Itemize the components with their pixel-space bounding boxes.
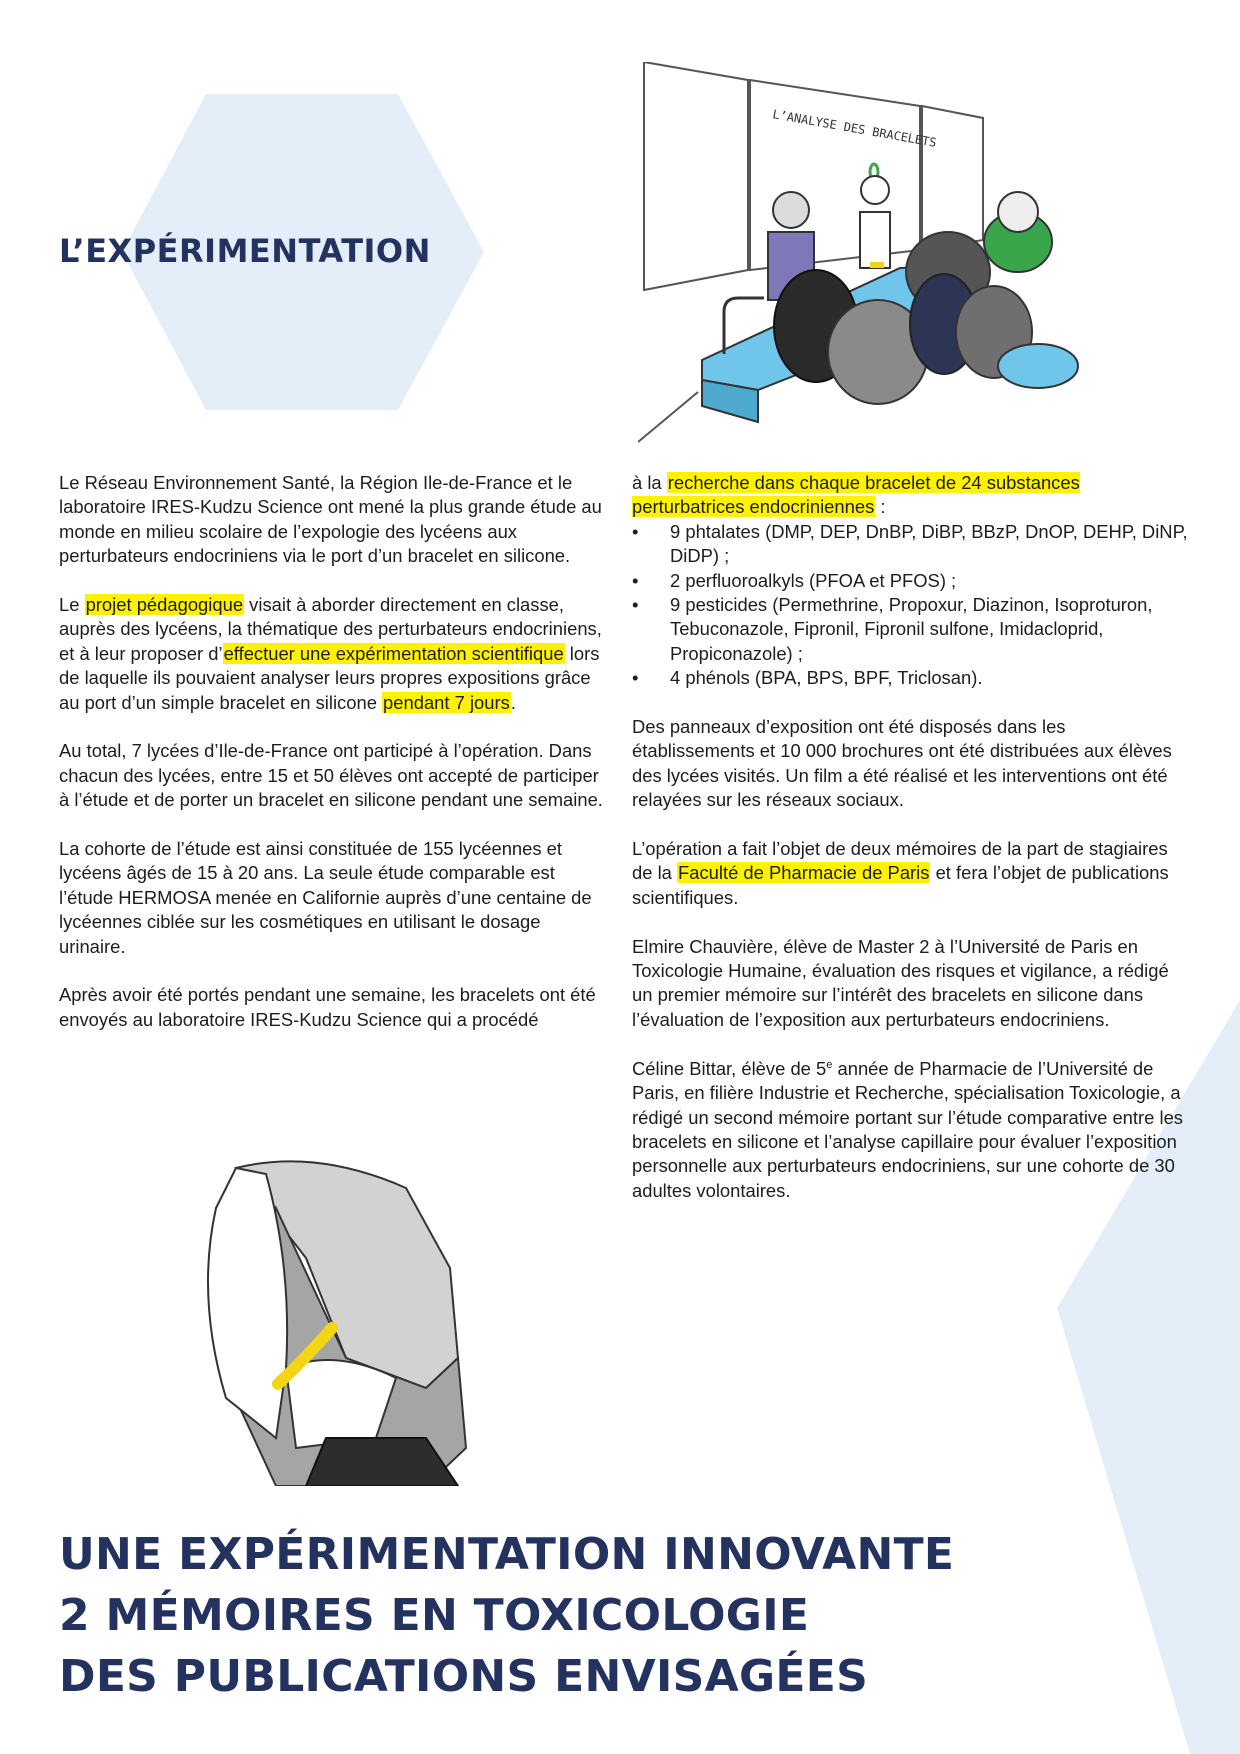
headline-line-3: DES PUBLICATIONS ENVISAGÉES — [59, 1651, 869, 1702]
highlight-experimentation: effectuer une expérimentation scientifique — [223, 642, 564, 664]
wrist-bracelet-illustration — [196, 1148, 470, 1486]
highlight-duration: pendant 7 jours — [383, 691, 510, 713]
right-column — [632, 471, 1192, 1228]
lab-paragraph: Après avoir été portés pendant une semaine, les bracelets ont été envoyés au laboratoire IRES-Kudzu Science qui a procédé — [59, 984, 596, 1030]
classroom-illustration — [638, 62, 1094, 450]
participation-paragraph: Au total, 7 lycées d’Ile-de-France ont participé à l’opération. Dans chacun des lycées, entre 15 et 50 élèves ont accepté de participer à l’étude et de porter un bracelet en silicone pendant une semaine. — [59, 740, 603, 811]
dissemination-paragraph: Des panneaux d’exposition ont été disposés dans les établissements et 10 000 brochures ont été distribuées aux élèves des lycées visités. Un film a été réalisé et les interventions ont été relayées sur les réseaux sociaux. — [632, 716, 1172, 811]
section-title: L’EXPÉRIMENTATION — [59, 232, 431, 270]
cohort-paragraph: La cohorte de l’étude est ainsi constituée de 155 lycéennes et lycéens âgés de 15 à 20 ans. La seule étude comparable est l’étude HERMOSA menée en Californie auprès d’une centaine de lycéennes ciblée sur les cosmétiques en utilisant le dosage urinaire. — [59, 838, 592, 957]
substances-list — [632, 520, 1192, 691]
list-item: • 2 perfluoroalkyls (PFOA et PFOS) ; — [632, 569, 1192, 593]
memoire-1-paragraph: Elmire Chauvière, élève de Master 2 à l’Université de Paris en Toxicologie Humaine, évaluation des risques et vigilance, a rédigé un premier mémoire sur l’intérêt des bracelets en silicone dans l’évaluation de l’exposition aux perturbateurs endocriniens. — [632, 935, 1169, 1030]
board-text: L’ANALYSE DES BRACELETS — [771, 107, 938, 150]
headline-line-2: 2 MÉMOIRES EN TOXICOLOGIE — [59, 1590, 810, 1641]
sleeve — [208, 1168, 287, 1438]
publications-paragraph: L’opération a fait l’objet de deux mémoires de la part de stagiaires de la Faculté de Pharmacie de Paris et fera l’objet de publications scientifiques. — [632, 838, 1169, 908]
intro-paragraph: Le Réseau Environnement Santé, la Région Ile-de-France et le laboratoire IRES-Kudzu Science ont mené la plus grande étude au monde en milieu scolaire de l’expologie des lycéens aux perturbateurs endocriniens via le port d’un bracelet en silicone. — [59, 472, 602, 567]
list-item: • 9 phtalates (DMP, DEP, DnBP, DiBP, BBzP, DnOP, DEHP, DiNP, DiDP) ; — [632, 520, 1192, 569]
left-column — [59, 471, 604, 1057]
project-paragraph: Le projet pédagogique visait à aborder directement en classe, auprès des lycéens, la thématique des perturbateurs endocriniens, et à leur proposer d’effectuer une expérimentation scientifique lors de laquelle ils pouvaient analyser leurs propres expositions grâce au port d’un simple bracelet en silicone pendant 7 jours. — [59, 594, 602, 713]
memoire-2-paragraph: Céline Bittar, élève de 5e année de Pharmacie de l’Université de Paris, en filière Industrie et Recherche, spécialisation Toxicologie, a rédigé un second mémoire portant sur l’étude comparative entre les bracelets en silicone et l’analyse capillaire pour évaluer l’exposition personnelle aux perturbateurs endocriniens, sur une cohorte de 30 adultes volontaires. — [632, 1057, 1183, 1201]
headline — [59, 1524, 954, 1707]
list-item: • 9 pesticides (Permethrine, Propoxur, Diazinon, Isoproturon, Tebuconazole, Fipronil, Fipronil sulfone, Imidacloprid, Propiconazole) ; — [632, 593, 1192, 666]
list-item: • 4 phénols (BPA, BPS, BPF, Triclosan). — [632, 666, 1192, 690]
substances-intro: à la recherche dans chaque bracelet de 24 substances perturbatrices endocriniennes : — [632, 472, 1080, 518]
headline-line-1: UNE EXPÉRIMENTATION INNOVANTE — [59, 1529, 955, 1580]
highlight-faculte: Faculté de Pharmacie de Paris — [678, 862, 930, 884]
highlight-substances: recherche dans chaque bracelet de 24 substances perturbatrices endocriniennes — [632, 472, 1080, 518]
highlight-projet: projet pédagogique — [85, 594, 244, 616]
